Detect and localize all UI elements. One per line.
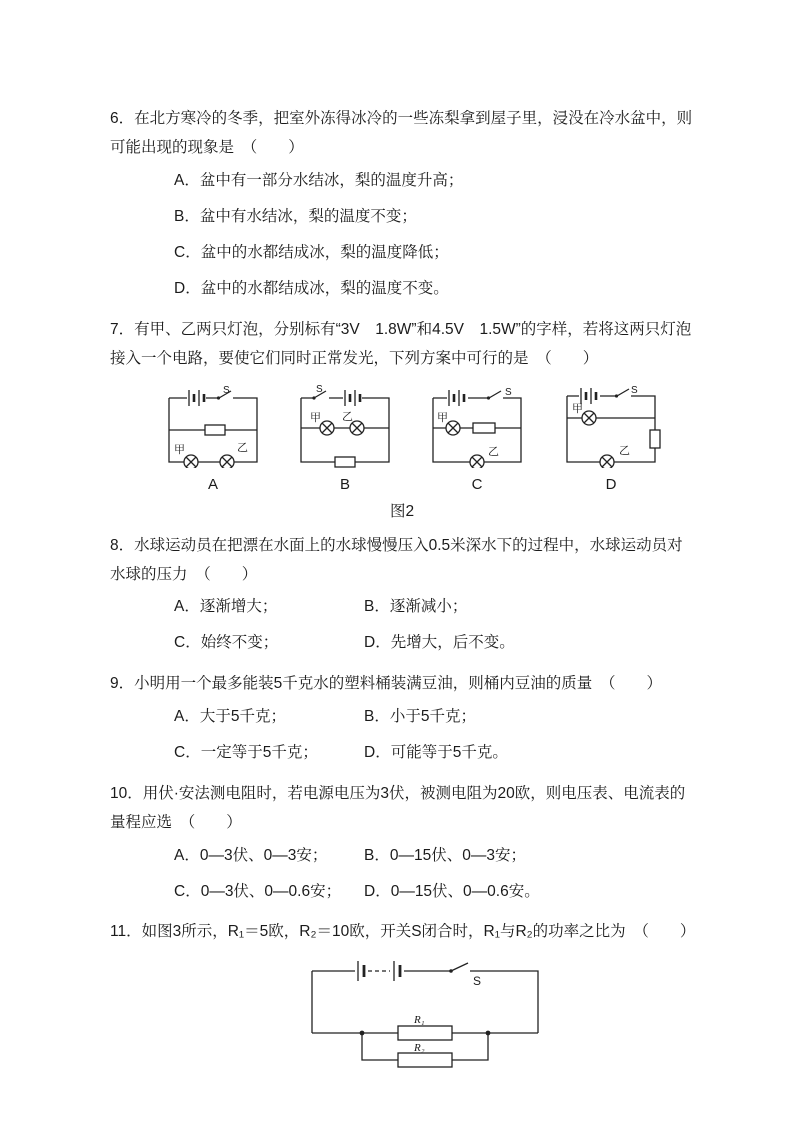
question-6-options (110, 163, 694, 307)
lamp-yi-label: 乙 (619, 444, 630, 457)
question-9-option-b: B．小于5千克； (364, 707, 476, 725)
lamp-jia-label: 甲 (174, 443, 185, 456)
circuit-option-c (429, 384, 525, 493)
switch-s-label: S (631, 384, 638, 396)
question-6-option-d: D．盆中的水都结成冰，梨的温度不变。 (174, 279, 449, 297)
question-8-option-b: B．逐渐减小； (364, 598, 468, 616)
circuit-b-letter: B (339, 475, 350, 493)
circuit-diagram-figure-3 (300, 955, 550, 1080)
question-6-option-b: B．盆中有水结冰，梨的温度不变； (174, 207, 417, 225)
question-8-option-c: C．始终不变； (174, 634, 279, 652)
switch-s-label: S (505, 386, 512, 398)
switch-s-label: S (473, 973, 482, 988)
lamp-yi-label: 乙 (237, 441, 248, 454)
question-9 (110, 669, 694, 770)
question-9-option-c: C．一定等于5千克； (174, 743, 318, 761)
question-10-option-b: B．0—15伏、0—3安； (364, 846, 526, 864)
question-6-option-a: A．盆中有一部分水结冰，梨的温度升高； (174, 171, 464, 189)
circuit-diagram-a (165, 384, 261, 468)
question-9-stem: 9．小明用一个最多能装5千克水的塑料桶装满豆油，则桶内豆油的质量 （ ） (110, 675, 662, 693)
lamp-yi-label: 乙 (488, 445, 499, 458)
question-7-stem: 7．有甲、乙两只灯泡，分别标有“3V 1.8W”和4.5V 1.5W”的字样，若将这两只灯泡接入一个电路，要使它们同时正常发光，下列方案中可行的是 （ ） (110, 320, 692, 368)
figure-2-caption: 图2 (389, 502, 415, 520)
question-10-option-a: A．0—3伏、0—3安； (174, 846, 328, 864)
figure-2-circuits (165, 384, 694, 493)
circuit-option-a (165, 384, 261, 493)
question-11 (110, 917, 694, 1084)
switch-s-label: S (316, 383, 323, 395)
question-9-option-d: D．可能等于5千克。 (364, 743, 508, 761)
lamp-yi-label: 乙 (342, 410, 353, 423)
figure-3 (300, 955, 694, 1085)
resistor-r2-label: R₂ (414, 1041, 425, 1054)
question-8-option-d: D．先增大，后不变。 (364, 634, 515, 652)
question-9-option-a: A．大于5千克； (174, 707, 286, 725)
question-10-stem: 10．用伏·安法测电阻时，若电源电压为3伏，被测电阻为20欧，则电压表、电流表的量程应选 （ ） (110, 784, 686, 832)
question-6-option-c: C．盆中的水都结成冰，梨的温度降低； (174, 243, 449, 261)
question-6 (110, 104, 694, 307)
circuit-c-letter: C (471, 475, 483, 493)
lamp-jia-label: 甲 (310, 411, 321, 424)
question-8-stem: 8．水球运动员在把漂在水面上的水球慢慢压入0.5米深水下的过程中，水球运动员对水球的压力 （ ） (110, 536, 683, 583)
question-10-option-d: D．0—15伏、0—0.6安。 (364, 882, 540, 900)
circuit-d-letter: D (605, 475, 617, 493)
circuit-diagram-c (429, 384, 525, 468)
question-9-options (110, 699, 694, 771)
circuit-option-b (297, 384, 393, 493)
question-10-options (110, 838, 694, 910)
circuit-option-d (561, 384, 661, 493)
question-11-stem: 11．如图3所示，R₁＝5欧，R₂＝10欧，开关S闭合时，R₁与R₂的功率之比为 （ ） (110, 923, 696, 941)
resistor-r1-label: R₁ (414, 1013, 425, 1026)
circuit-diagram-b (297, 384, 393, 468)
question-8-option-a: A．逐渐增大； (174, 598, 278, 616)
question-7 (110, 315, 694, 521)
circuit-diagram-d (561, 384, 661, 468)
circuit-a-letter: A (207, 475, 218, 493)
question-6-stem: 6．在北方寒冷的冬季，把室外冻得冰冷的一些冻梨拿到屋子里，浸没在冷水盆中，则可能出现的现象是 （ ） (110, 110, 693, 157)
lamp-jia-label: 甲 (437, 411, 448, 424)
question-8-options (110, 589, 694, 661)
question-10-option-c: C．0—3伏、0—0.6安； (174, 882, 342, 900)
question-8 (110, 531, 694, 662)
question-10 (110, 779, 694, 910)
lamp-jia-label: 甲 (572, 402, 583, 415)
switch-s-label: S (223, 384, 230, 396)
